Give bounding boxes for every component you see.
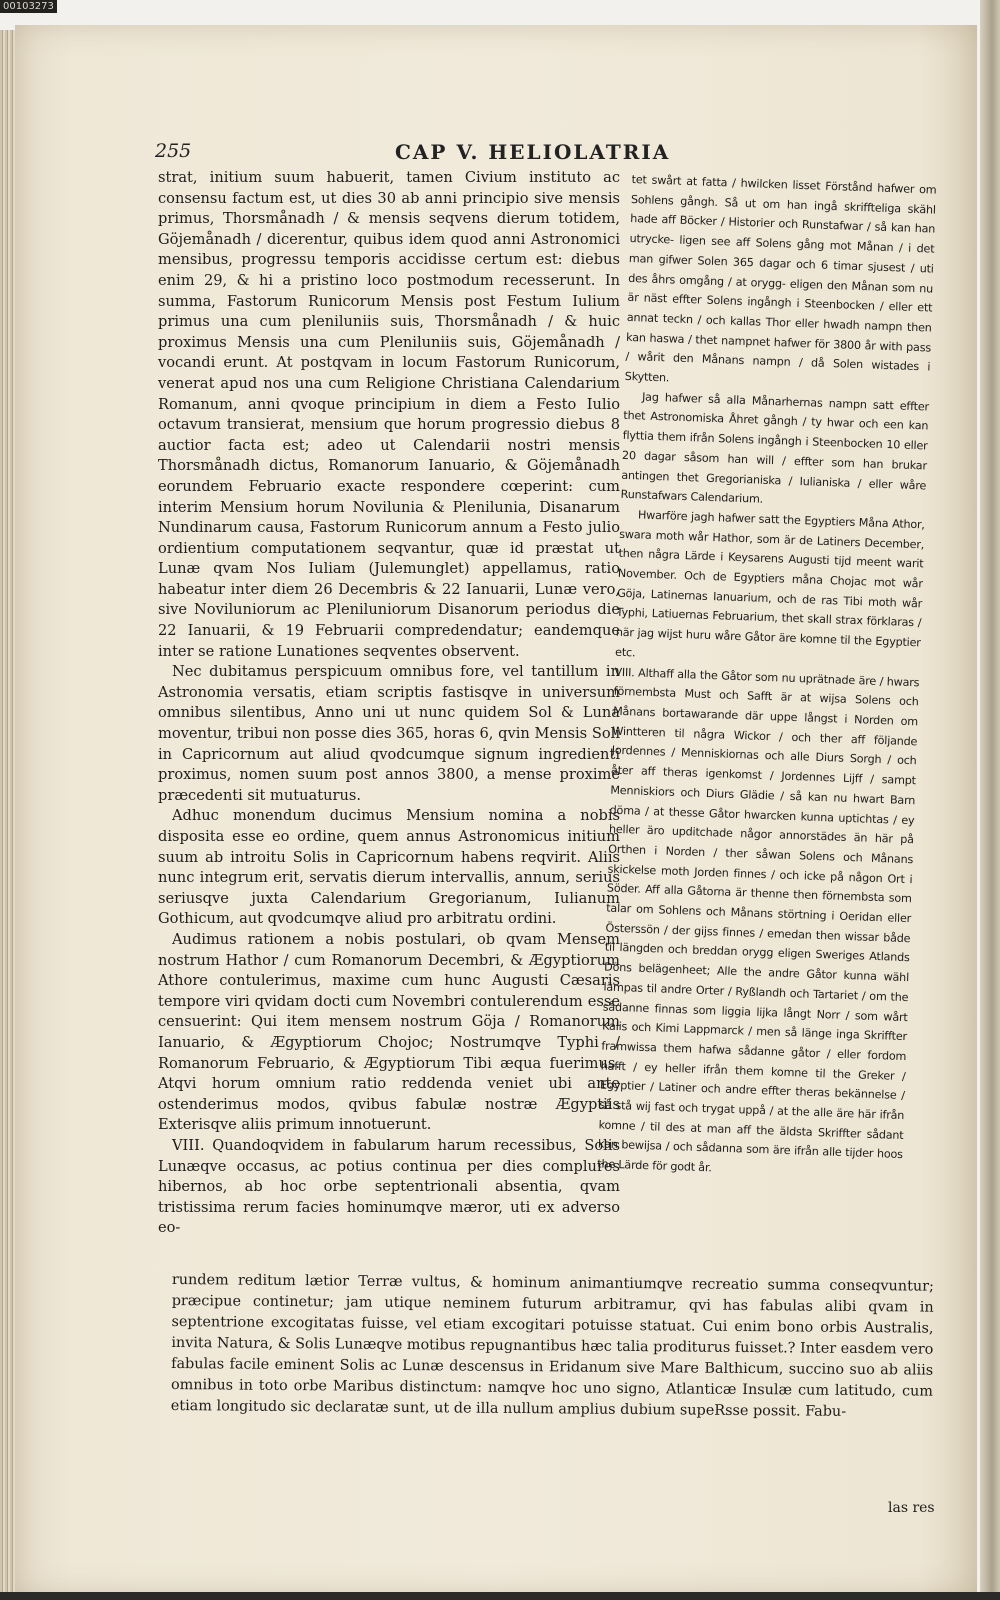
latin-paragraph: strat, initium suum habuerit, tamen Civium instituto ac consensu factum est, ut dies 30 ab anni principio sive mensis primus, Thorsmånadh / & mensis seqvens dierum totidem, Göjemånadh / dicerentur, quibus idem quod anni Astronomici mensibus, progressu temporis accidisse certum est: diebus enim 29, & hi a pristino loco postmodum recesserunt. In summa, Fastorum Runicorum Mensis post Festum Iulium primus una cum pleniluniis suis, Thorsmånadh / & huic proximus Mensis una cum Pleniluniis suis, Göjemånadh / vocandi erunt. At postqvam in locum Fastorum Runicorum, venerat apud nos una cum Religione Christiana Calendarium Romanum, anni qvoque principium in diem a Festo Iulio octavum transierat, mensium que horum progressio diebus 8 auctior facta est; adeo ut Calendarii nostri mensis Thorsmånadh dictus, Romanorum Ianuario, & Göjemånadh eorundem Februario exacte respondere cœperint: cum interim Mensium horum Novilunia & Plenilunia, Disanarum Nundinarum causa, Fastorum Runicorum annum a Festo julio ordientium computationem seqvantur, quæ id præstat ut Lunæ qvam Nos Iuliam (Julemunglet) appellamus, ratio habeatur inter diem 26 Decembris & 22 Ianuarii, Lunæ vero, sive Noviluniorum ac Pleniluniorum Disanorum periodus die 22 Ianuarii, & 19 Februarii compredendatur; eandemque inter se ratione Lunationes seqventes observent. xyxy=(158,169,620,660)
book-edge-left xyxy=(0,30,16,1600)
swedish-paragraph: Jag hafwer så alla Månarhernas nampn satt effter thet Astronomiska Åhret gångh / ty hwar och een kan flyttia them ifrån Solens ingångh i Steenbocken 10 eller 20 dagar såsom han will / effter som han brukar antingen thet Gregorianiska / Iulianiska / eller wåre Runstafwars Calendarium. xyxy=(620,390,930,507)
book-edge-right xyxy=(980,0,1000,1600)
catchword: las res xyxy=(888,1500,935,1516)
latin-paragraph: Audimus rationem a nobis postulari, ob qvam Mensem nostrum Hathor / cum Romanorum Decembri, & Ægyptiorum Athore contulerimus, maxime cum hunc Augusti Cæsaris tempore viri qvidam docti cum Novembri contulerendum esse censuerint: Qui item mensem nostrum Göja / Romanorum Ianuario, & Ægyptiorum Chojoc; Nostrumqve Typhi / Romanorum Februario, & Ægyptiorum Tibi æqua fuerimus. Atqvi horum omnium ratio reddenda veniet ubi ante ostenderimus modos, qvibus fabulæ nostræ Ægyptiis Exterisqve aliis primum innotuerunt. xyxy=(158,930,620,1134)
running-head: CAP V. HELIOLATRIA xyxy=(395,140,671,164)
swedish-paragraph: VIII. Althaff alla the Gåtor som nu uprätnade äre / hwars förnembsta Must och Safft är at wijsa Solens och Månans bortawarande där uppe långst i Norden om Wintteren til några Wickor / och ther aff följande Jordennes / Menniskiornas och alle Diurs Sorgh / och åter aff theras igenkomst / Jordennes Lijff / sampt Menniskiors och Diurs Glädie / så kan nu hwart Barn döma / at thesse Gåtor hwarcken kunna uptichtas / ey heller äro upditchade någor annorstädes än här på Orthen i Norden / ther såwan Solens och Månans skickelse moth Jorden finnes / och icke på någon Ort i Söder. Aff alla Gåtorna är thenne then förnembsta som talar om Sohlens och Månans störtning i Oeridan eller Österssön / der gijss finnes / emedan then wissar både til längden och breddan orygg eligen Sweriges Atlands Döns belägenheet; Alle the andre Gåtor kunna wähl lämpas til andre Orter / Ryßlandh och Tartariet / om the sådanne finnas som liggia lijka långt Norr / som wårt Kalis och Kimi Lappmarck / men så länge inga Skriffter framwissa them hafwa sådanne gåtor / eller fordom hafft / ey heller ifrån them komne til the Greker / Egyptier / Latiner och andre effter theras bekännelse / så stå wij fast och trygat uppå / at the alle äre här ifrån komne / til des at man aff the äldsta Skriffter sådant kan bewijsa / och sådanna som äre ifrån alle tijder hoos the Lärde för godt år. xyxy=(597,665,920,1175)
latin-column xyxy=(158,168,620,1239)
page-header xyxy=(155,140,955,166)
swedish-paragraph: Hwarföre jagh hafwer satt the Egyptiers Måna Athor, swara moth wår Hathor, som är de Latiners December, then några Lärde i Keysarens Augusti tijd meent warit November. Och de Egyptiers måna Chojac mot wår Göja, Latinernas Ianuarium, och de ras Tibi moth wår Typhi, Latiuernas Februarium, thet skall strax förklaras / när jag wijst huru wåre Gåtor äre komne til the Egyptier etc. xyxy=(614,508,926,660)
latin-paragraph: Adhuc monendum ducimus Mensium nomina a nobis disposita esse eo ordine, quem annus Astronomicus initium suum ab introitu Solis in Capricornum habens reqvirit. Aliis nunc integrum erit, servatis dierum intervallis, annum, serius seriusqve juxta Calendarium Gregorianum, Iulianum Gothicum, aut qvodcumqve aliud pro arbitratu ordini. xyxy=(158,807,620,928)
latin-paragraph: Nec dubitamus perspicuum omnibus fore, vel tantillum in Astronomia versatis, etiam scriptis fastisqve in universum omnibus silentibus, Anno uni ut nunc quidem Sol & Luna moventur, tribui non posse dies 365, horas 6, qvin Mensis Soli in Capricornum aut aliud qvodcumque signum ingredienti proximus, nomen suum post annos 3800, a mense proxime præcedenti sit mutuaturus. xyxy=(158,663,620,804)
scan-bottom-strip xyxy=(0,1592,1000,1600)
full-width-paragraph: rundem reditum lætior Terræ vultus, & hominum animantiumqve recreatio summa conseqvuntur; præcipue continetur; jam utique neminem futurum arbitramur, qvi has fabulas alibi qvam in septentrione excogitatas fuisse, vel etiam excogitari potuisse statuat. Cui enim bono orbis Australis, invita Natura, & Solis Lunæqve motibus repugnantibus hæc talia proditurus fuisset.? Inter easdem vero fabulas facile eminent Solis ac Lunæ descensus in Eridanum sive Mare Balthicum, succino suo ab aliis omnibus in toto orbe Maribus distinctum: namqve hoc uno signo, Atlanticæ Insulæ cum latitudo, cum etiam longitudo sic declaratæ sunt, ut de illa nullum amplius dubium supeRsse possit. Fabu- xyxy=(170,1271,934,1420)
scan-id-label: 00103273 xyxy=(0,0,57,13)
swedish-paragraph: tet swårt at fatta / hwilcken lisset Förstånd hafwer om Sohlens gångh. Så ut om han ingå skriffteliga skähl hade aff Böcker / Historier och Runstafwar / så kan han utrycke- ligen see aff Solens gång mot Månan / i det man gifwer Solen 365 dagar och 6 timar sjusest / uti des åhrs omgång / at orygg- eligen den Månan som nu är näst effter Solens ingångh i Steenbocken / eller ett annat teckn / och kallas Thor eller hwadh nampn then kan haswa / thet nampnet hafwer för 3800 år with pass / wårit den Månans nampn / då Solen wistades i Skytten. xyxy=(624,172,937,385)
swedish-column xyxy=(597,170,937,1185)
latin-paragraph: VIII. Quandoqvidem in fabularum harum recessibus, Solis Lunæqve occasus, ac potius continua per dies complures hibernos, ab hoc orbe septentrionali absentia, qvam tristissima rerum facies hominumqve mæror, uti ex adverso eo- xyxy=(158,1136,620,1237)
page-number: 255 xyxy=(155,140,192,162)
full-width-block xyxy=(171,1270,934,1424)
